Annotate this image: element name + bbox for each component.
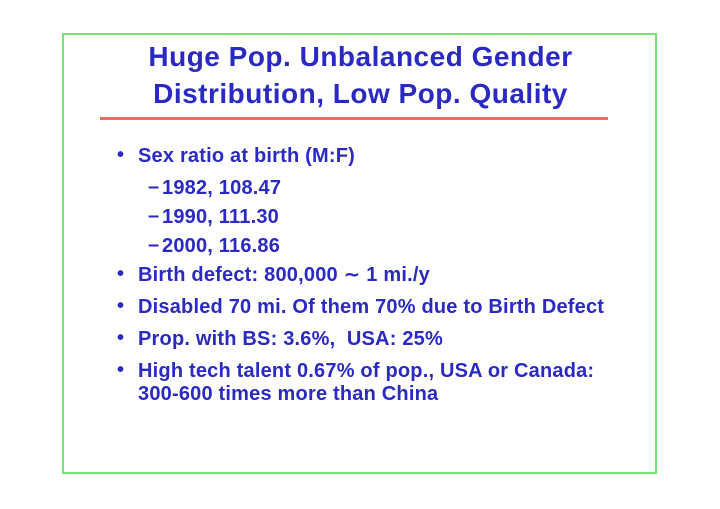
sub-bullet-item: [116, 206, 613, 229]
bullet-dot-icon: •: [117, 263, 125, 285]
bullet-text: Prop. with BS: 3.6%, USA: 25%: [138, 328, 443, 350]
bullet-text: High tech talent 0.67% of pop., USA or Canada: 300-600 times more than China: [138, 360, 595, 405]
dash-marker-icon: –: [148, 234, 160, 256]
bullet-text: Birth defect: 800,000 ∼ 1 mi./y: [138, 264, 430, 286]
bullet-dot-icon: •: [117, 295, 125, 317]
bullet-dot-icon: •: [117, 144, 125, 166]
bullet-dot-icon: •: [117, 327, 125, 349]
bullet-text: Disabled 70 mi. Of them 70% due to Birth Defect: [138, 296, 605, 318]
sub-bullet-item: [116, 235, 613, 258]
slide-body: [116, 145, 613, 415]
sub-bullet-text: 1982, 108.47: [162, 177, 282, 199]
bullet-item: [116, 328, 613, 351]
slide-title-line2: Distribution, Low Pop. Quality: [153, 78, 568, 109]
bullet-item: [116, 145, 613, 168]
sub-bullet-text: 2000, 116.86: [162, 235, 281, 257]
bullet-dot-icon: •: [117, 359, 125, 381]
sub-bullet-text: 1990, 111.30: [162, 206, 279, 228]
bullet-item: [116, 296, 613, 319]
bullet-item: [116, 360, 613, 406]
dash-marker-icon: –: [148, 176, 160, 198]
bullet-item: [116, 264, 613, 287]
dash-marker-icon: –: [148, 205, 160, 227]
slide-title-line1: Huge Pop. Unbalanced Gender: [148, 41, 573, 72]
title-underline-rule: [100, 117, 608, 120]
slide-title: [64, 38, 657, 112]
sub-bullet-item: [116, 177, 613, 200]
bullet-text: Sex ratio at birth (M:F): [138, 145, 356, 167]
bullet-list: [116, 145, 613, 406]
